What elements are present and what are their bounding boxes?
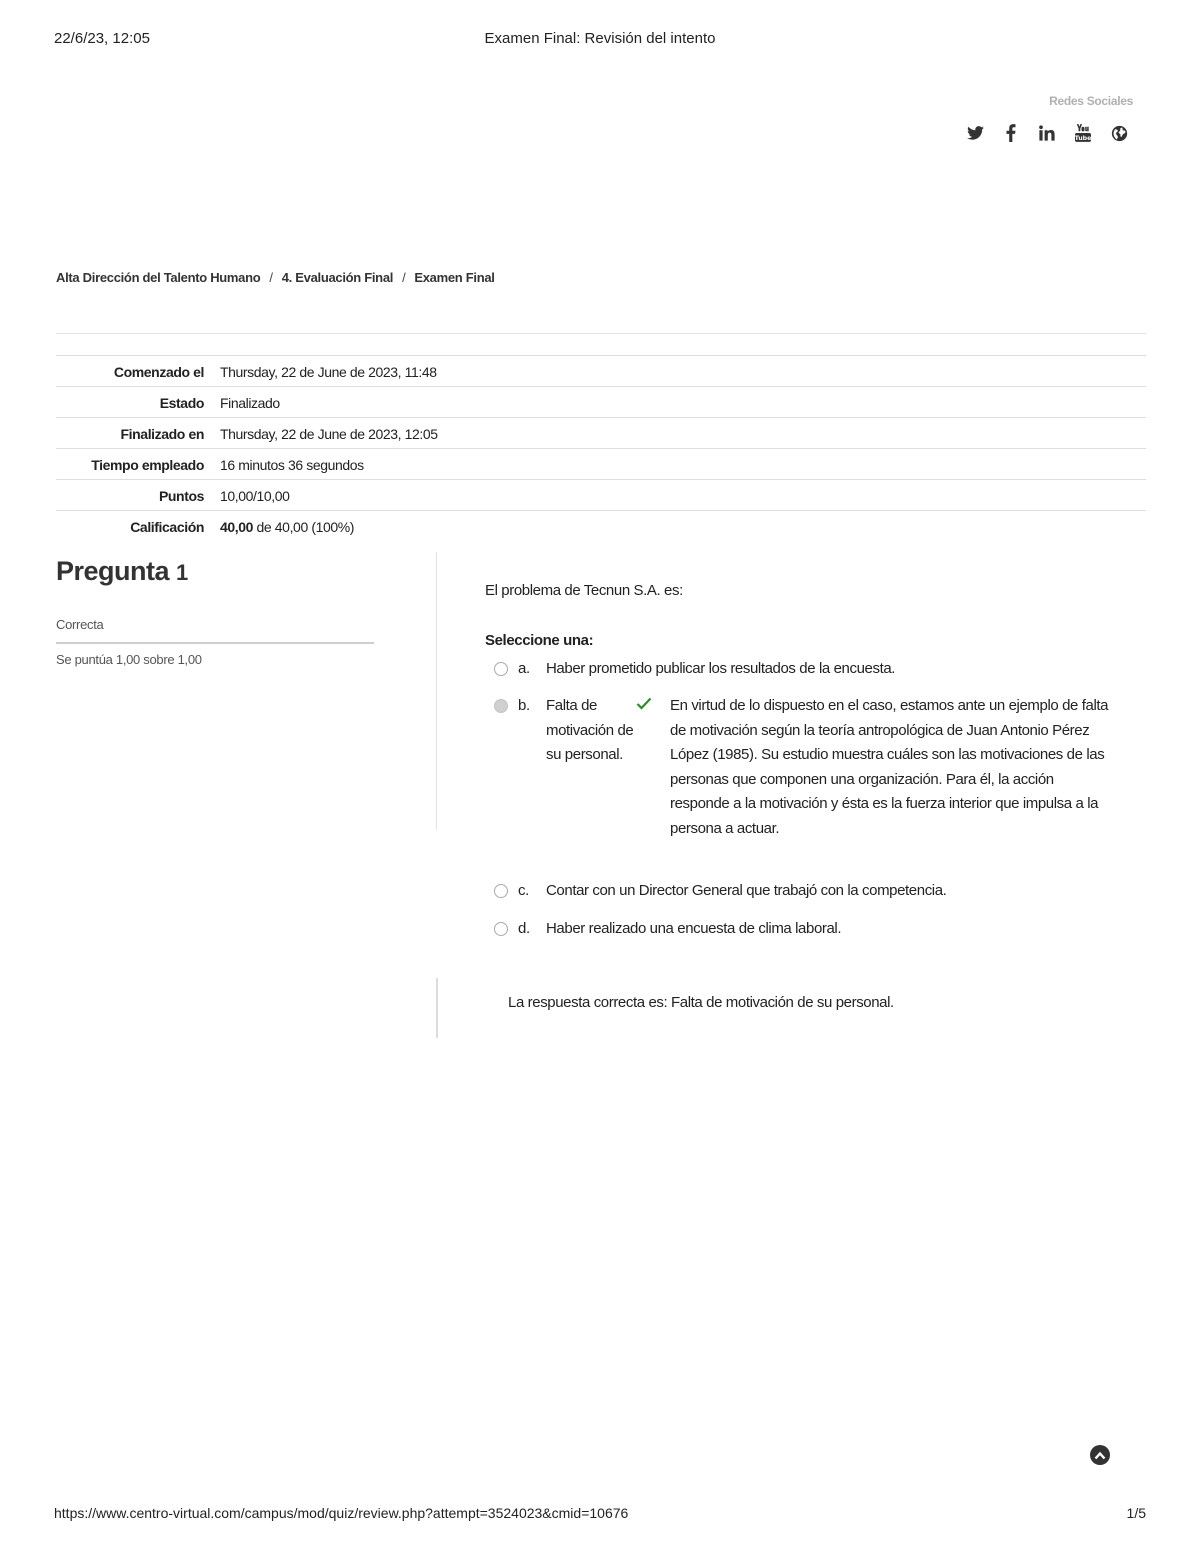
social-icons	[964, 120, 1130, 146]
answer-radio[interactable]	[494, 662, 508, 676]
summary-row-started	[56, 356, 1146, 387]
breadcrumb-quiz[interactable]: Examen Final	[414, 270, 495, 285]
answer-option-b[interactable]	[494, 694, 1110, 841]
summary-value: Finalizado	[220, 395, 280, 411]
answer-text: Haber prometido publicar los resultados de la encuesta.	[546, 660, 896, 677]
chevron-up-icon	[1094, 1451, 1106, 1460]
answer-option-a[interactable]	[494, 657, 895, 682]
grade-total: de 40,00 (100%)	[253, 519, 355, 535]
back-to-top-button[interactable]	[1090, 1445, 1110, 1465]
answer-prompt: Seleccione una:	[485, 632, 594, 649]
answer-text: Haber realizado una encuesta de clima laboral.	[546, 920, 842, 937]
breadcrumb-section[interactable]: 4. Evaluación Final	[281, 270, 394, 285]
linkedin-icon[interactable]	[1036, 120, 1058, 146]
facebook-icon[interactable]	[1000, 120, 1022, 146]
answer-letter: c.	[518, 882, 529, 899]
summary-value: Thursday, 22 de June de 2023, 11:48	[220, 364, 437, 380]
breadcrumb-separator: /	[402, 270, 406, 285]
breadcrumb	[56, 270, 495, 285]
answer-letter: a.	[518, 660, 530, 677]
twitter-icon[interactable]	[964, 120, 986, 146]
summary-value: 16 minutos 36 segundos	[220, 457, 364, 473]
answer-letter: b.	[518, 697, 530, 714]
divider	[436, 552, 437, 830]
summary-label: Estado	[159, 395, 204, 411]
summary-row-state	[56, 387, 1146, 418]
question-number: 1	[176, 560, 188, 585]
summary-label: Tiempo empleado	[91, 457, 204, 473]
social-label: Redes Sociales	[1049, 94, 1133, 108]
summary-label: Calificación	[130, 519, 204, 535]
breadcrumb-separator: /	[269, 270, 273, 285]
question-title	[56, 556, 374, 587]
question-title-word: Pregunta	[56, 556, 170, 586]
answer-feedback: En virtud de lo dispuesto en el caso, estamos ante un ejemplo de falta de motivación según la teoría antropológica de Juan Antonio Pérez López (1985). Su estudio muestra cuáles son las motivaciones de las personas que componen una organización. Para él, la acción responde a la motivación y ésta es la fuerza interior que impulsa a la persona a actuar.	[670, 697, 1109, 837]
answer-radio-selected[interactable]	[494, 699, 508, 713]
summary-row-time-taken	[56, 449, 1146, 480]
attempt-summary-table	[56, 355, 1146, 541]
answer-letter: d.	[518, 920, 530, 937]
summary-row-marks	[56, 480, 1146, 511]
summary-value: 10,00/10,00	[220, 488, 290, 504]
breadcrumb-course[interactable]: Alta Dirección del Talento Humano	[56, 270, 261, 285]
divider	[436, 978, 438, 1038]
print-datetime: 22/6/23, 12:05	[54, 30, 150, 47]
correct-check-icon	[636, 694, 670, 719]
summary-label: Comenzado el	[113, 364, 204, 380]
summary-value	[218, 511, 1146, 542]
answer-radio[interactable]	[494, 884, 508, 898]
summary-value: Thursday, 22 de June de 2023, 12:05	[220, 426, 438, 442]
summary-row-grade	[56, 511, 1146, 542]
print-url: https://www.centro-virtual.com/campus/mod/quiz/review.php?attempt=3524023&cmid=10676	[54, 1505, 629, 1521]
answer-text: Contar con un Director General que trabajó con la competencia.	[546, 882, 947, 899]
summary-label: Puntos	[158, 488, 204, 504]
question-grade: Se puntúa 1,00 sobre 1,00	[56, 652, 202, 667]
question-info	[56, 556, 374, 667]
youtube-icon[interactable]	[1072, 120, 1094, 146]
answer-radio[interactable]	[494, 922, 508, 936]
right-answer-text: La respuesta correcta es: Falta de motivación de su personal.	[508, 994, 894, 1011]
divider	[56, 333, 1146, 334]
answer-text: Falta de motivación de su personal.	[546, 697, 634, 763]
print-page-number: 1/5	[1126, 1505, 1146, 1521]
question-text: El problema de Tecnun S.A. es:	[485, 582, 683, 599]
question-state: Correcta	[56, 617, 374, 644]
grade-score: 40,00	[220, 519, 254, 535]
summary-label: Finalizado en	[120, 426, 204, 442]
answer-option-c[interactable]	[494, 879, 946, 904]
print-page-title: Examen Final: Revisión del intento	[484, 30, 716, 47]
globe-icon[interactable]	[1108, 120, 1130, 146]
answer-option-d[interactable]	[494, 917, 841, 942]
svg-text:Tube: Tube	[1075, 135, 1091, 142]
summary-row-completed	[56, 418, 1146, 449]
